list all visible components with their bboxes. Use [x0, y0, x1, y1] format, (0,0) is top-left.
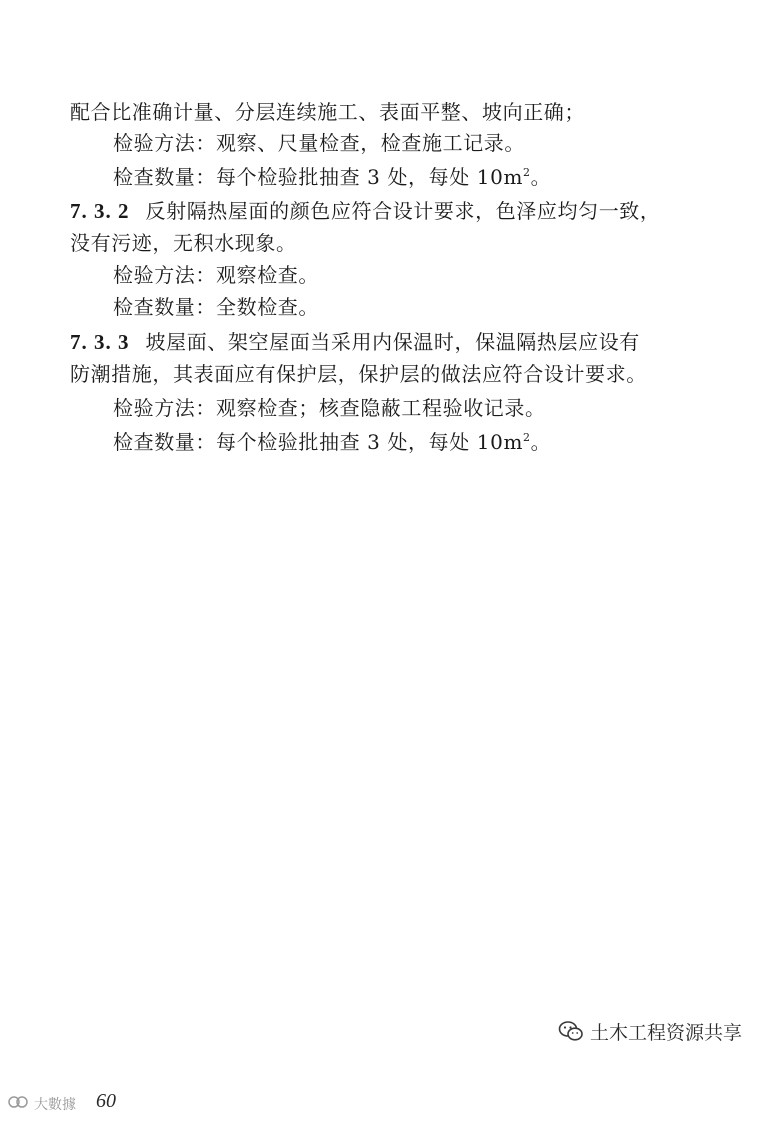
- clause-number: 7. 3. 3: [70, 330, 130, 354]
- inspection-method-line: [113, 130, 525, 156]
- method-text: 检验方法：观察检查。: [113, 263, 319, 287]
- logo-text: 大數據: [34, 1097, 76, 1113]
- logo-icon: [8, 1094, 30, 1114]
- clause-number: 7. 3. 2: [70, 199, 130, 223]
- text-line-continuation: [70, 99, 585, 125]
- line-text: 配合比准确计量、分层连续施工、表面平整、坡向正确；: [70, 100, 585, 124]
- clause-7-3-3-line-2: [70, 361, 647, 387]
- method-text: 检验方法：观察检查；核查隐蔽工程验收记录。: [113, 396, 546, 420]
- clause-7-3-3-line-1: [70, 329, 640, 355]
- quantity-tail: 。: [530, 430, 552, 454]
- clause-text: 坡屋面、架空屋面当采用内保温时，保温隔热层应设有: [145, 330, 640, 354]
- method-text: 检验方法：观察、尺量检查，检查施工记录。: [113, 131, 525, 155]
- wechat-account-name: 土木工程资源共享: [590, 1021, 743, 1044]
- quantity-tail: 。: [530, 165, 552, 189]
- page-number: 60: [96, 1090, 116, 1112]
- bottom-left-watermark: [8, 1094, 76, 1114]
- wechat-icon: [558, 1020, 584, 1042]
- clause-7-3-2-method: [113, 262, 319, 288]
- clause-7-3-3-method: [113, 395, 546, 421]
- clause-text: 防潮措施，其表面应有保护层，保护层的做法应符合设计要求。: [70, 362, 647, 386]
- superscript: 2: [523, 166, 531, 179]
- wechat-watermark: [558, 1018, 742, 1044]
- clause-7-3-3-quantity: [113, 429, 551, 455]
- inspection-quantity-line: [113, 164, 551, 190]
- clause-text: 没有污迹，无积水现象。: [70, 231, 297, 255]
- quantity-text: 检查数量：全数检查。: [113, 295, 319, 319]
- clause-7-3-2-quantity: [113, 294, 319, 320]
- quantity-text: 检查数量：每个检验批抽查 3 处，每处 10m: [113, 165, 524, 189]
- clause-7-3-2-line-1: [70, 198, 661, 224]
- quantity-text: 检查数量：每个检验批抽查 3 处，每处 10m: [113, 430, 524, 454]
- clause-text: 反射隔热屋面的颜色应符合设计要求，色泽应均匀一致，: [145, 199, 661, 223]
- superscript: 2: [523, 431, 531, 444]
- clause-7-3-2-line-2: [70, 230, 297, 256]
